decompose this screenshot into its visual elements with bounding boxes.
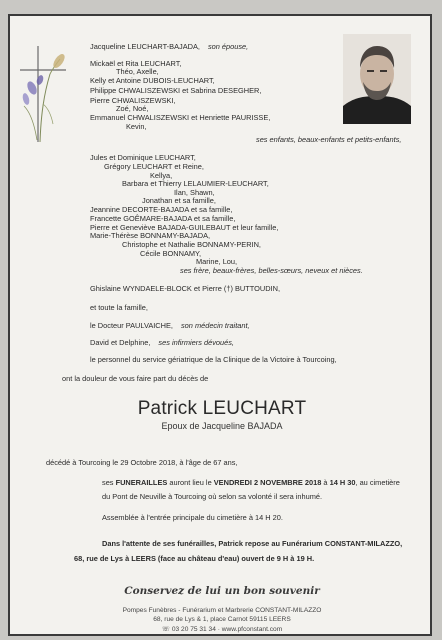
- footer-line-2: 68, rue de Lys & 1, place Carnot 59115 LEERS: [153, 616, 291, 623]
- family-line: [122, 240, 261, 249]
- family-line-text: Christophe et Nathalie BONNAMY-PERIN,: [122, 240, 261, 249]
- family-line-text: Francette GOÊMARE-BAJADA et sa famille,: [90, 214, 236, 223]
- family-line: [90, 153, 196, 162]
- family-line-text: Jonathan et sa famille,: [142, 196, 216, 205]
- family-line-relation: ses infirmiers dévoués,: [158, 338, 234, 347]
- family-line: [90, 76, 215, 85]
- family-line-text: ont la douleur de vous faire part du décès de: [62, 374, 209, 383]
- family-line-text: Emmanuel CHWALISZEWSKI et Henriette PAURISSE,: [90, 113, 271, 122]
- funeral-line-1: ses FUNERAILLES auront lieu le VENDREDI 2 NOVEMBRE 2018 à 14 H 30, au cimetière: [102, 478, 400, 487]
- family-line-text: Zoé, Noé,: [116, 104, 149, 113]
- family-line-text: Jules et Dominique LEUCHART,: [90, 153, 196, 162]
- family-line: [104, 162, 204, 171]
- rest-line-2: 68, rue de Lys à LEERS (face au château d'eau) ouvert de 9 H à 19 H.: [74, 554, 315, 563]
- family-line-text: Jeannine DECORTE-BAJADA et sa famille,: [90, 205, 233, 214]
- family-line-text: Jacqueline LEUCHART-BAJADA,: [90, 42, 200, 51]
- family-line-text: Pierre et Geneviève BAJADA-GUILEBAUT et leur famille,: [90, 223, 279, 232]
- family-line: [90, 214, 235, 223]
- family-line: [62, 374, 208, 383]
- family-line: [90, 355, 337, 364]
- family-line-text: Cécile BONNAMY,: [140, 249, 202, 258]
- family-line-text: David et Delphine,: [90, 338, 151, 347]
- family-line-text: Ilan, Shawn,: [174, 188, 215, 197]
- family-line-relation: ses frère, beaux-frères, belles-sœurs, neveux et nièces.: [180, 266, 363, 275]
- family-line-text: Grégory LEUCHART et Reine,: [104, 162, 204, 171]
- family-line-text: Marine, Lou,: [196, 257, 238, 266]
- portrait-photo: [343, 34, 411, 124]
- family-line: [122, 179, 269, 188]
- family-line: [90, 284, 280, 293]
- family-line: [90, 303, 148, 312]
- family-line: [90, 86, 261, 95]
- family-line-relation: son médecin traitant,: [180, 321, 250, 330]
- family-line-text: Kellya,: [150, 171, 173, 180]
- family-line: [126, 122, 147, 131]
- footer-line-1: Pompes Funèbres - Funérarium et Marbrerie CONSTANT-MILAZZO: [122, 607, 322, 614]
- family-line: [90, 321, 250, 330]
- family-line-text: le Docteur PAULVAICHE,: [90, 321, 173, 330]
- family-line: [90, 42, 248, 51]
- death-notice: décédé à Tourcoing le 29 Octobre 2018, à l'âge de 67 ans,: [46, 458, 238, 467]
- family-line-text: Mickaël et Rita LEUCHART,: [90, 59, 182, 68]
- family-line-relation: ses enfants, beaux-enfants et petits-enfants,: [256, 135, 402, 144]
- deceased-name: Patrick LEUCHART: [137, 398, 307, 419]
- family-line-text: Kevin,: [126, 122, 147, 131]
- family-line-text: et toute la famille,: [90, 303, 148, 312]
- family-line-text: Pierre CHWALISZEWSKI,: [90, 96, 176, 105]
- family-line: [90, 113, 270, 122]
- family-line-text: Kelly et Antoine DUBOIS-LEUCHART,: [90, 76, 215, 85]
- footer-line-3: ☏ 03 20 75 31 34 · www.pfconstant.com: [161, 626, 283, 633]
- family-line: [116, 104, 148, 113]
- rest-line-1: Dans l'attente de ses funérailles, Patrick repose au Funérarium CONSTANT-MILAZZO,: [102, 539, 403, 548]
- spouse-line: Epoux de Jacqueline BAJADA: [161, 421, 283, 431]
- family-line-text: Ghislaine WYNDAELE-BLOCK et Pierre (†) BUTTOUDIN,: [90, 284, 281, 293]
- family-line: [90, 338, 234, 347]
- family-line: [140, 249, 201, 258]
- family-line: [90, 205, 232, 214]
- obituary-page: [8, 14, 432, 636]
- family-line: [116, 67, 159, 76]
- funeral-line-2: du Pont de Neuville à Tourcoing où selon sa volonté il sera inhumé.: [102, 492, 323, 501]
- lavender-cross-illustration: [10, 44, 80, 144]
- family-line-text: le personnel du service gériatrique de la Clinique de la Victoire à Tourcoing,: [90, 355, 337, 364]
- family-line: [196, 257, 237, 266]
- motto: Conservez de lui un bon souvenir: [124, 585, 320, 597]
- family-line-text: Marie-Thérèse BONNAMY-BAJADA,: [90, 231, 211, 240]
- family-line-text: Barbara et Thierry LELAUMIER-LEUCHART,: [122, 179, 269, 188]
- family-line: [256, 135, 401, 144]
- family-line: [142, 196, 216, 205]
- meeting-line: Assemblée à l'entrée principale du cimetière à 14 H 20.: [102, 513, 283, 522]
- family-line: [180, 266, 363, 275]
- family-line: [90, 231, 210, 240]
- family-line-text: Philippe CHWALISZEWSKI et Sabrina DESEGHER,: [90, 86, 262, 95]
- family-line-text: Théo, Axelle,: [116, 67, 159, 76]
- family-line-relation: son épouse,: [207, 42, 249, 51]
